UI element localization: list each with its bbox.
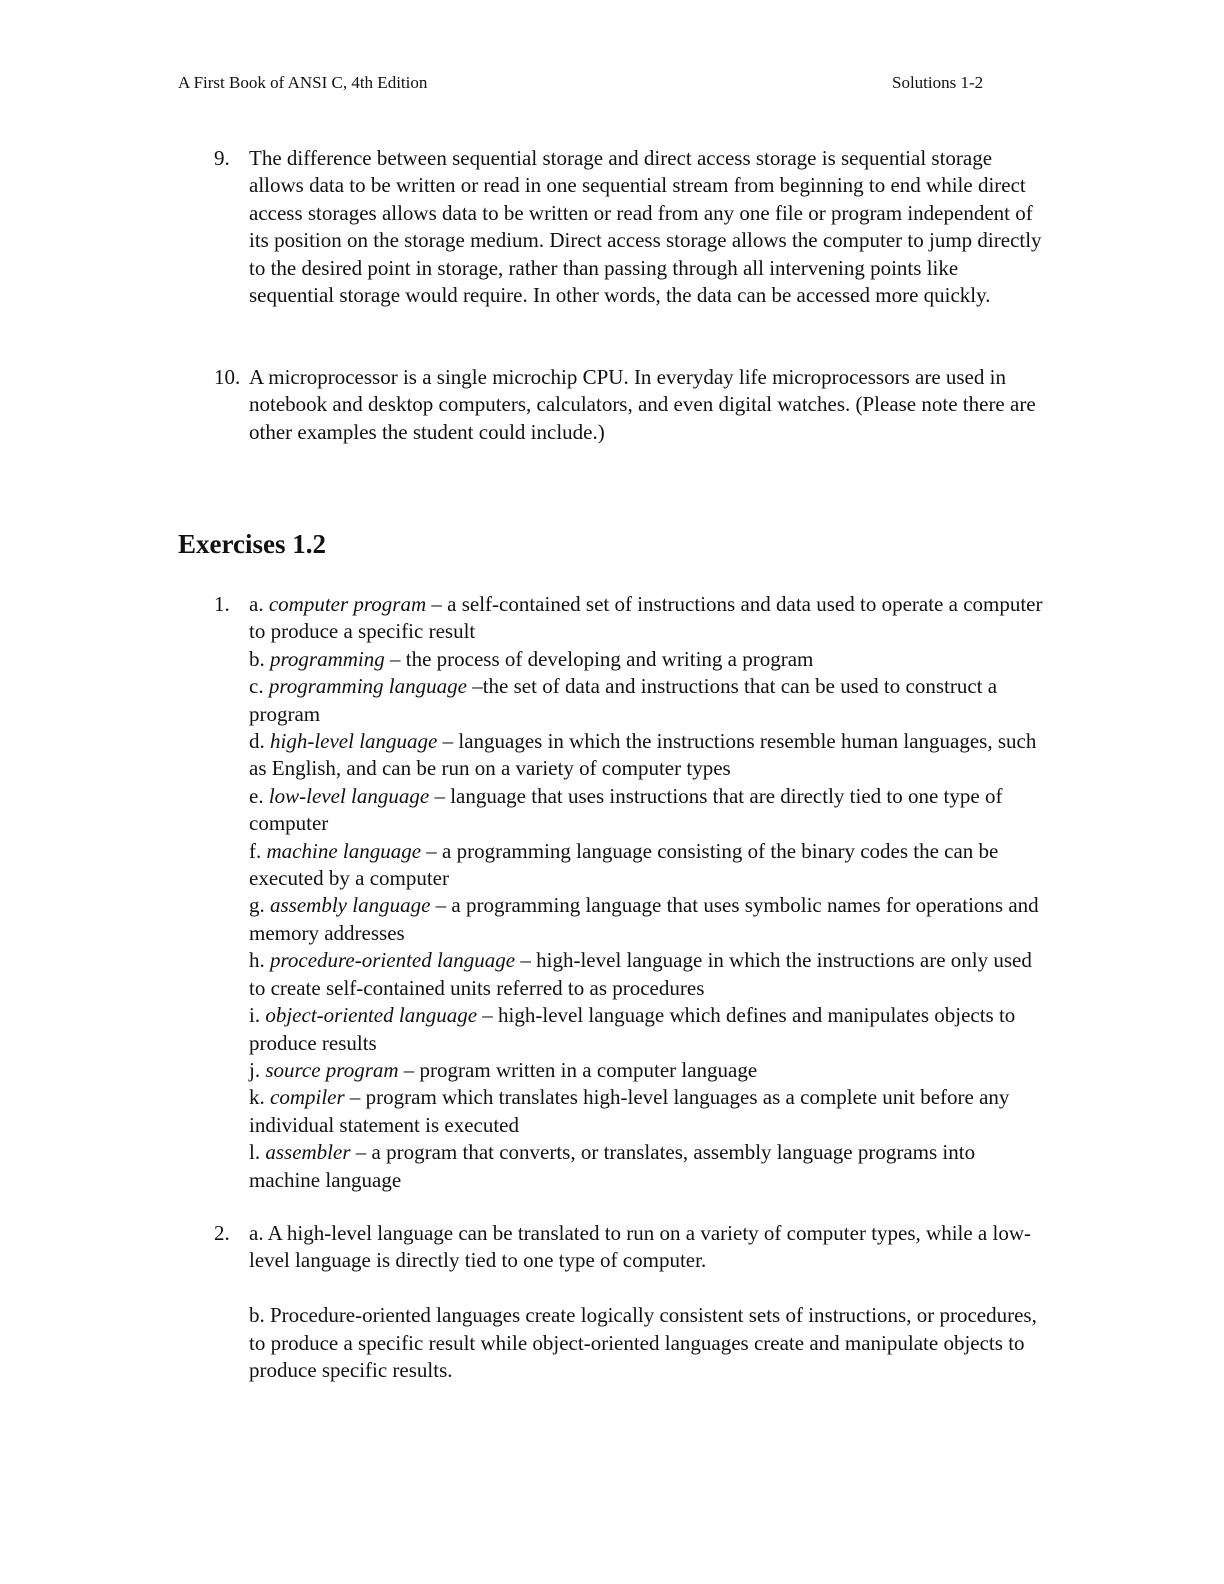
term-letter: j. xyxy=(249,1057,261,1082)
running-header-title: A First Book of ANSI C, 4th Edition xyxy=(178,73,428,92)
exercise-2-part-b: b. Procedure-oriented languages create logically consistent sets of instructions, or procedures, to produce a specific result while object-oriented languages create and manipulate objects to produce specific results. xyxy=(249,1303,1037,1383)
answer-list-prior-2 xyxy=(178,364,1048,446)
term-text: – languages in which the instructions resemble human languages, such as English, and can be run on a variety of computer types xyxy=(249,729,1037,781)
term-name: assembly language xyxy=(270,893,431,918)
exercise-number: 1. xyxy=(214,592,230,616)
term-name: source program xyxy=(265,1057,399,1082)
term-letter: h. xyxy=(249,948,265,973)
term-definition xyxy=(249,591,1048,646)
term-text: – language that uses instructions that are directly tied to one type of computer xyxy=(249,783,1003,836)
term-definition xyxy=(249,1084,1048,1139)
term-definition xyxy=(249,1057,1048,1084)
term-name: programming language xyxy=(268,674,467,699)
answer-item-9 xyxy=(178,145,1048,309)
term-letter: b. xyxy=(249,646,265,671)
term-text: – high-level language which defines and manipulates objects to produce results xyxy=(249,1003,1016,1055)
term-definition xyxy=(249,728,1048,783)
term-definition xyxy=(249,892,1048,947)
exercise-item-1 xyxy=(178,591,1048,1194)
term-letter: e. xyxy=(249,783,264,808)
term-letter: a. xyxy=(249,592,264,616)
exercise-1 xyxy=(178,591,1048,1194)
exercise-item-2 xyxy=(178,1220,1048,1384)
term-definition xyxy=(249,783,1048,838)
term-text: –the set of data and instructions that can be used to construct a program xyxy=(249,674,998,726)
term-name: compiler xyxy=(270,1085,345,1110)
running-header-page: Solutions 1-2 xyxy=(892,73,984,92)
term-text: – program which translates high-level languages as a complete unit before any individual statement is executed xyxy=(249,1085,1010,1137)
term-definition xyxy=(249,1139,1048,1194)
term-definition xyxy=(249,646,1048,673)
answer-text: The difference between sequential storage and direct access storage is sequential storage allows data to be written or read in one sequential stream from beginning to end while direct access storages allows data to be written or read from any one file or program independent of its position on the storage medium. Direct access storage allows the computer to jump directly to the desired point in storage, rather than passing through all intervening points like sequential storage would require. In other words, the data can be accessed more quickly. xyxy=(249,146,1042,308)
exercise-number: 2. xyxy=(214,1221,230,1245)
answer-text: A microprocessor is a single microchip CPU. In everyday life microprocessors are used in notebook and desktop computers, calculators, and even digital watches. (Please note there are other examples the student could include.) xyxy=(249,365,1036,444)
term-letter: f. xyxy=(249,838,262,863)
answer-item-10 xyxy=(178,364,1048,446)
term-text: – high-level language in which the instructions are only used to create self-contained units referred to as procedures xyxy=(249,948,1032,1000)
term-name: programming xyxy=(270,646,385,671)
term-name: computer program xyxy=(268,592,427,616)
term-definition xyxy=(249,673,1048,728)
term-definition xyxy=(249,838,1048,893)
term-definition xyxy=(249,947,1048,1002)
exercise-2-part-a: a. A high-level language can be translated to run on a variety of computer types, while a low-level language is directly tied to one type of computer. xyxy=(249,1221,1031,1273)
term-name: object-oriented language xyxy=(265,1003,478,1028)
answer-number: 9. xyxy=(214,146,230,170)
term-letter: g. xyxy=(249,893,265,918)
term-letter: l. xyxy=(249,1140,261,1165)
term-text: – a programming language consisting of the binary codes the can be executed by a computer xyxy=(249,838,999,891)
term-text: – a self-contained set of instructions and data used to operate a computer to produce a specific result xyxy=(249,592,1043,644)
term-letter: c. xyxy=(249,674,264,699)
term-letter: k. xyxy=(249,1085,265,1110)
term-name: procedure-oriented language xyxy=(270,948,516,973)
term-name: high-level language xyxy=(270,729,438,754)
exercise-2 xyxy=(178,1220,1048,1384)
term-letter: i. xyxy=(249,1003,261,1028)
term-text: – a programming language that uses symbolic names for operations and memory addresses xyxy=(249,893,1039,945)
term-text: – the process of developing and writing a program xyxy=(384,646,814,671)
answer-number: 10. xyxy=(214,365,241,389)
term-name: assembler xyxy=(265,1140,351,1165)
term-definition xyxy=(249,1002,1048,1057)
answer-list-prior xyxy=(178,145,1048,309)
section-heading: Exercises 1.2 xyxy=(178,529,326,559)
term-letter: d. xyxy=(249,729,265,754)
term-text: – program written in a computer language xyxy=(398,1057,758,1082)
term-name: machine language xyxy=(266,838,422,863)
term-name: low-level language xyxy=(268,783,430,808)
term-text: – a program that converts, or translates, assembly language programs into machine language xyxy=(249,1140,976,1192)
